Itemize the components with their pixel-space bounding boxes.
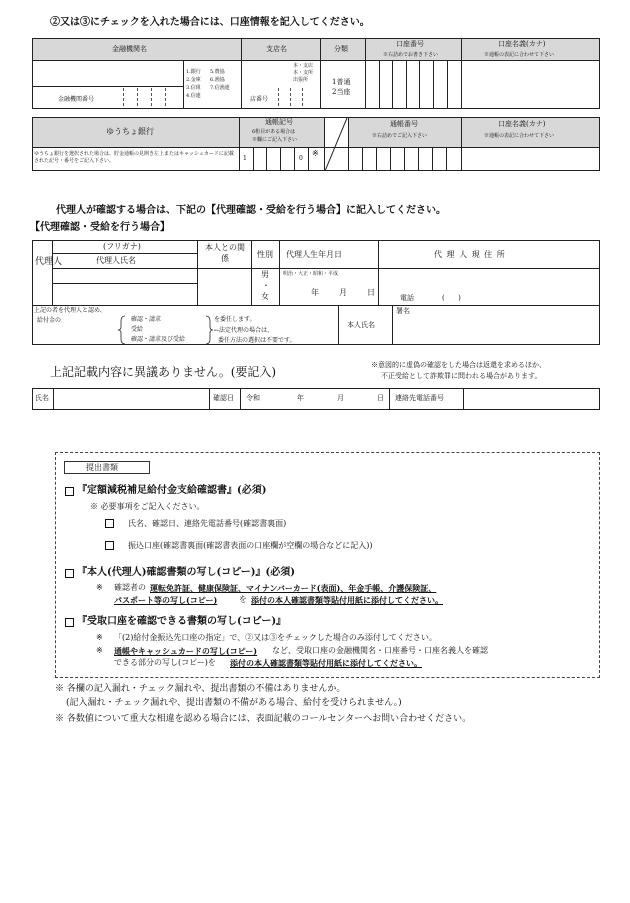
yucho-holder-header: 口座名義(カナ) (498, 120, 546, 128)
doc2-checkbox[interactable] (65, 569, 74, 578)
branch-type-1: 本・支店 (293, 63, 314, 69)
holder-header: 口座名義(カナ) (498, 40, 546, 48)
diagonal-slash-icon (325, 118, 348, 171)
consent-year-label: 年 (297, 394, 304, 402)
doc2-mark: ※ (96, 583, 103, 592)
branch-code-label: 店番号 (250, 96, 269, 103)
yucho-symbol-header: 通帳記号 (265, 118, 293, 126)
doc1-title: 『定額減税補足給付金支給確認書』(必須) (77, 485, 267, 496)
branch-type-2: 本・支所 (293, 70, 314, 76)
address-label: 代 理 人 現 住 所 (434, 250, 506, 259)
doc2-title: 『本人(代理人)確認書類の写し(コピー)』(必須) (77, 567, 295, 578)
doc1-sub1-checkbox[interactable] (105, 519, 114, 528)
doc3-checkbox[interactable] (65, 618, 74, 627)
yucho-number-header: 通帳番号 (390, 120, 418, 128)
account-number-header: 口座番号 (396, 40, 424, 48)
bank-type-3: 3.信組 (186, 85, 201, 91)
warning-line-1: ※意図的に虚偽の確認をした場合は返還を求めるほか、 (371, 361, 546, 369)
consent-phone-label: 連絡先電話番号 (395, 394, 444, 402)
gender-male[interactable]: 男 (261, 270, 269, 279)
era-options: 明治・大正・昭和・平成 (283, 271, 339, 277)
proxy-side-label: 代理人 (35, 257, 63, 267)
consent-date-label: 確認日 (213, 394, 234, 402)
bank-section-title: ②又は③にチェックを入れた場合には、口座情報を記入してください。 (50, 17, 370, 28)
holder-note: ※通帳の表記に合わせて下さい (484, 52, 555, 58)
footer-note-1: ※ 各欄の記入漏れ・チェック漏れや、提出書類の不備はありませんか。 (55, 684, 346, 694)
yucho-symbol-mark: ※ (312, 149, 319, 158)
right-brace-icon (205, 315, 213, 345)
proxy-name-label: 代理人氏名 (96, 256, 136, 265)
consent-name-label: 氏名 (35, 394, 49, 402)
doc1-sub2: 振込口座(確認書裏面(確認書表面の口座欄が空欄の場合などに記入)) (128, 541, 373, 550)
proxy-section-subtitle: 【代理確認・受給を行う場合】 (30, 222, 170, 233)
doc2-line2-underlined: パスポート等の写し(コピー) (114, 595, 218, 605)
phone-label: 電話 (400, 294, 414, 302)
account-type-1: 1普通 (332, 78, 351, 86)
doc3-line2-tail: など、受取口座の金融機関名・口座番号・口座名義人を確認 (272, 646, 488, 655)
relation-label: 本人との関係 (205, 243, 245, 264)
doc3-line1: 「(2)給付金振込先口座の指定」で、②又は③をチェックした場合のみ添付してください。 (114, 633, 437, 642)
delegation-line-1: 上記の者を代理人と認め、 (34, 307, 106, 314)
bank-type-1: 1.銀行 (186, 69, 201, 75)
bank-type-2: 2.金庫 (186, 77, 201, 83)
doc1-sub1: 氏名、確認日、連絡先電話番号(確認書裏面) (128, 519, 287, 528)
footer-note-2: ※ 各数値について重大な相違を認める場合には、表面記載のコールセンターへお問い合わせください。 (55, 714, 472, 724)
account-type-2: 2当座 (332, 88, 351, 96)
bank-type-7: 7.信漁連 (210, 85, 230, 91)
gender-female[interactable]: 女 (261, 292, 269, 301)
doc1-sub2-checkbox[interactable] (105, 541, 114, 550)
doc3-mark-1: ※ (96, 633, 103, 642)
signature-label: 署名 (396, 307, 410, 315)
proxy-furigana-label: (フリガナ) (103, 242, 141, 251)
yucho-symbol-digit-first: 1 (243, 155, 247, 162)
doc3-title: 『受取口座を確認できる書類の写し(コピー)』 (77, 616, 287, 627)
documents-header: 提出書類 (86, 463, 118, 472)
yucho-holder-note: ※通帳の表記に合わせて下さい (484, 133, 555, 139)
gender-label: 性別 (257, 250, 273, 259)
footer-note-1b: (記入漏れ・チェック漏れや、提出書類の不備がある場合、給付を受けられません。) (66, 698, 402, 708)
account-number-note: ※右詰めでお書き下さい (383, 52, 439, 58)
phone-parens: ( ) (442, 294, 461, 302)
yucho-symbol-note-1: 6桁目がある場合は (252, 129, 296, 135)
consent-phone-field[interactable] (465, 390, 598, 408)
delegation-suffix-3: 委任方法の選択は不要です。 (218, 337, 296, 344)
delegation-line-2: 給付金の (37, 317, 62, 324)
birth-day-label: 日 (367, 288, 375, 297)
delegation-option-2[interactable]: 受給 (131, 326, 144, 333)
doc3-line3-underlined: 添付の本人確認書類等貼付用紙に添付してください。 (230, 658, 422, 668)
proxy-section-title: 代理人が確認する場合は、下記の【代理確認・受給を行う場合】に記入してください。 (56, 205, 446, 216)
yucho-title: ゆうちょ銀行 (106, 127, 154, 136)
gender-dot: ・ (262, 281, 270, 290)
doc2-line2-mid: を (239, 595, 247, 604)
consent-name-field[interactable] (55, 390, 207, 408)
bank-type-6: 6.漁協 (210, 77, 225, 83)
consent-month-label: 月 (337, 394, 344, 402)
doc1-checkbox[interactable] (65, 487, 74, 496)
consent-title: 上記記載内容に異議ありません。(要記入) (50, 365, 277, 379)
yucho-number-note: ※右詰めでご記入下さい (372, 133, 428, 139)
doc2-line2-tail: 添付の本人確認書類等貼付用紙に添付してください。 (251, 595, 443, 605)
doc2-line1-underlined: 運転免許証、健康保険証、マイナンバーカード(表面)、年金手帳、介護保険証、 (150, 583, 437, 593)
doc3-line3-prefix: できる部分の写し(コピー)を (114, 658, 216, 667)
bank-name-header: 金融機関名 (112, 45, 147, 53)
consent-era: 令和 (246, 394, 260, 402)
bank-code-label: 金融機関番号 (58, 96, 95, 103)
warning-line-2: 不正受給として詐欺罪に問われる場合があります。 (381, 372, 542, 380)
bank-type-4: 4.信連 (186, 93, 201, 99)
category-header: 分類 (334, 45, 348, 53)
delegation-suffix-1: を委任します。 (214, 316, 256, 323)
delegation-option-3[interactable]: 確認・請求及び受給 (131, 336, 186, 343)
branch-type-3: 出張所 (293, 77, 309, 83)
consent-day-label: 日 (377, 394, 384, 402)
doc2-line1-prefix: 確認者の (114, 583, 146, 592)
bank-type-5: 5.農協 (210, 69, 225, 75)
delegation-option-1[interactable]: 確認・請求 (131, 316, 162, 323)
doc1-note: ※ 必要事項をご記入ください。 (90, 502, 205, 511)
birth-year-label: 年 (311, 288, 319, 297)
yucho-note: ゆうちょ銀行を選択された場合は、貯金通帳の見開き左上またはキャッシュカードに記載された記号・番号をご記入下さい。 (34, 151, 234, 164)
doc3-line2-underlined: 通帳やキャッシュカードの写し(コピー) (114, 646, 258, 656)
left-brace-icon (118, 315, 126, 345)
birth-month-label: 月 (339, 288, 347, 297)
yucho-symbol-digit-last: 0 (299, 155, 303, 162)
yucho-symbol-note-2: ※欄にご記入下さい (252, 137, 298, 143)
branch-name-header: 支店名 (266, 45, 287, 53)
delegation-suffix-2: ←法定代理の場合は、 (214, 327, 274, 334)
principal-name-label: 本人氏名 (347, 321, 375, 329)
birthdate-label: 代理人生年月日 (286, 250, 342, 259)
doc3-mark-2: ※ (96, 646, 103, 655)
